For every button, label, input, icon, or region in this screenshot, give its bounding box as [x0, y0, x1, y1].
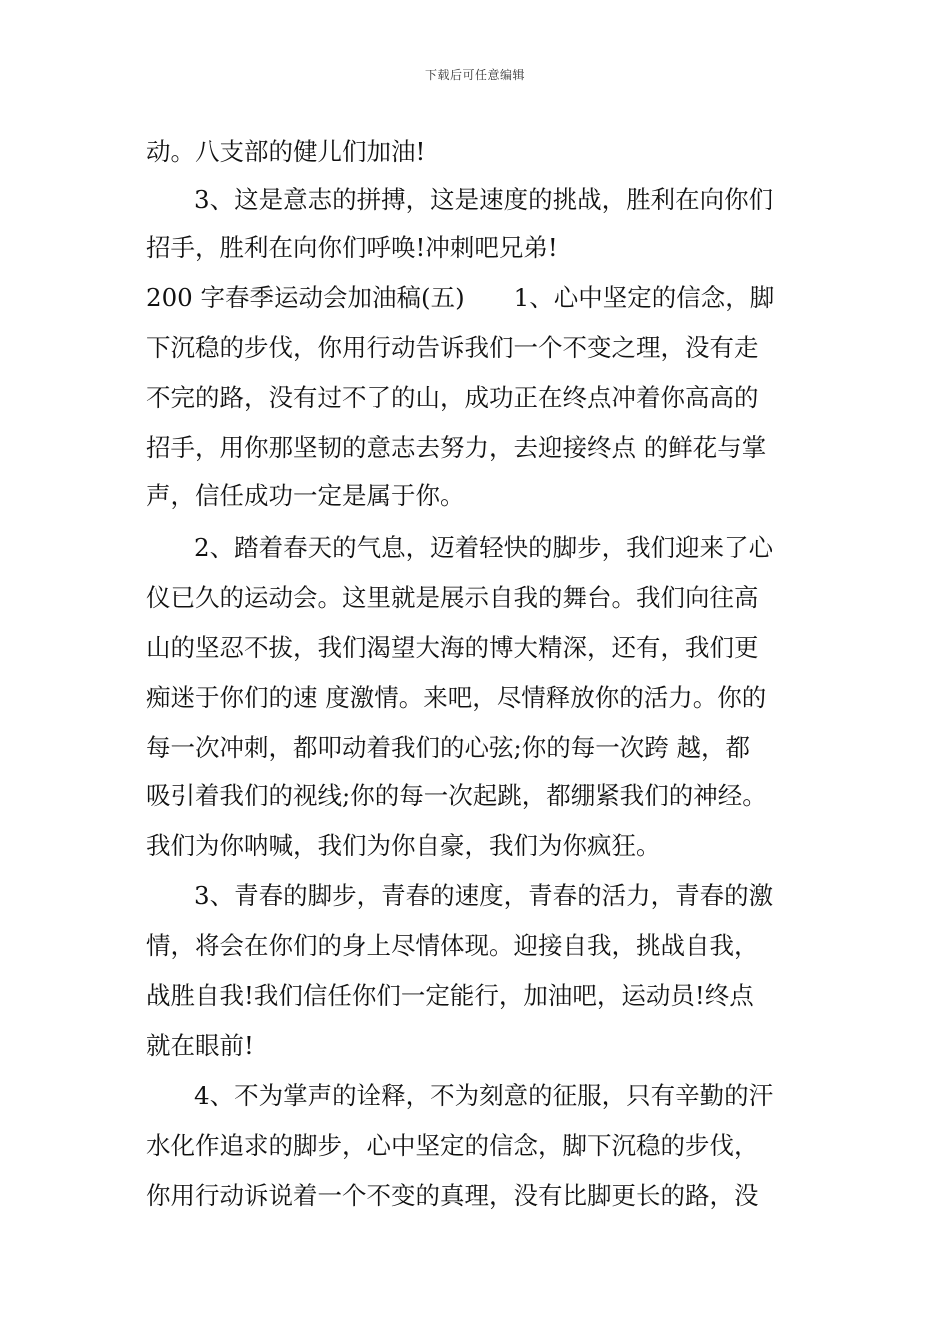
text-line: 动。八支部的健儿们加油! — [146, 137, 426, 166]
text-line: 4、不为掌声的诠释，不为刻意的征服，只有辛勤的汗 — [194, 1081, 774, 1110]
text-line: 不完的路，没有过不了的山，成功正在终点冲着你高高的 — [146, 383, 759, 412]
text-line: 3、这是意志的拼搏，这是速度的挑战，胜利在向你们 — [194, 185, 774, 214]
text-line: 山的坚忍不拔，我们渴望大海的博大精深，还有，我们更 — [146, 633, 759, 662]
text-line: 2、踏着春天的气息，迈着轻快的脚步，我们迎来了心 — [194, 533, 774, 562]
text-line: 痴迷于你们的速 度激情。来吧，尽情释放你的活力。你的 — [146, 683, 767, 712]
text-line: 仪已久的运动会。这里就是展示自我的舞台。我们向往高 — [146, 583, 759, 612]
text-line: 每一次冲刺，都叩动着我们的心弦;你的每一次跨 越，都 — [146, 733, 751, 762]
text-line: 吸引着我们的视线;你的每一次起跳，都绷紧我们的神经。 — [146, 781, 767, 810]
text-line: 你用行动诉说着一个不变的真理，没有比脚更长的路，没 — [146, 1181, 759, 1210]
text-line: 水化作追求的脚步，心中坚定的信念，脚下沉稳的步伐， — [146, 1131, 759, 1160]
text-line: 200 字春季运动会加油稿(五) 1、心中坚定的信念，脚 — [146, 283, 775, 312]
text-line: 招手，胜利在向你们呼唤!冲刺吧兄弟! — [146, 233, 558, 262]
text-line: 招手，用你那坚韧的意志去努力，去迎接终点 的鲜花与掌 — [146, 433, 767, 462]
text-line: 声，信任成功一定是属于你。 — [146, 481, 465, 510]
text-line: 我们为你呐喊，我们为你自豪，我们为你疯狂。 — [146, 831, 661, 860]
text-line: 下沉稳的步伐，你用行动告诉我们一个不变之理，没有走 — [146, 333, 759, 362]
text-line: 就在眼前! — [146, 1031, 254, 1060]
page-header: 下载后可任意编辑 — [424, 68, 525, 82]
text-line: 战胜自我!我们信任你们一定能行，加油吧，运动员!终点 — [146, 981, 754, 1010]
text-line: 3、青春的脚步，青春的速度，青春的活力，青春的激 — [194, 881, 774, 910]
text-line: 情，将会在你们的身上尽情体现。迎接自我，挑战自我， — [146, 931, 759, 960]
